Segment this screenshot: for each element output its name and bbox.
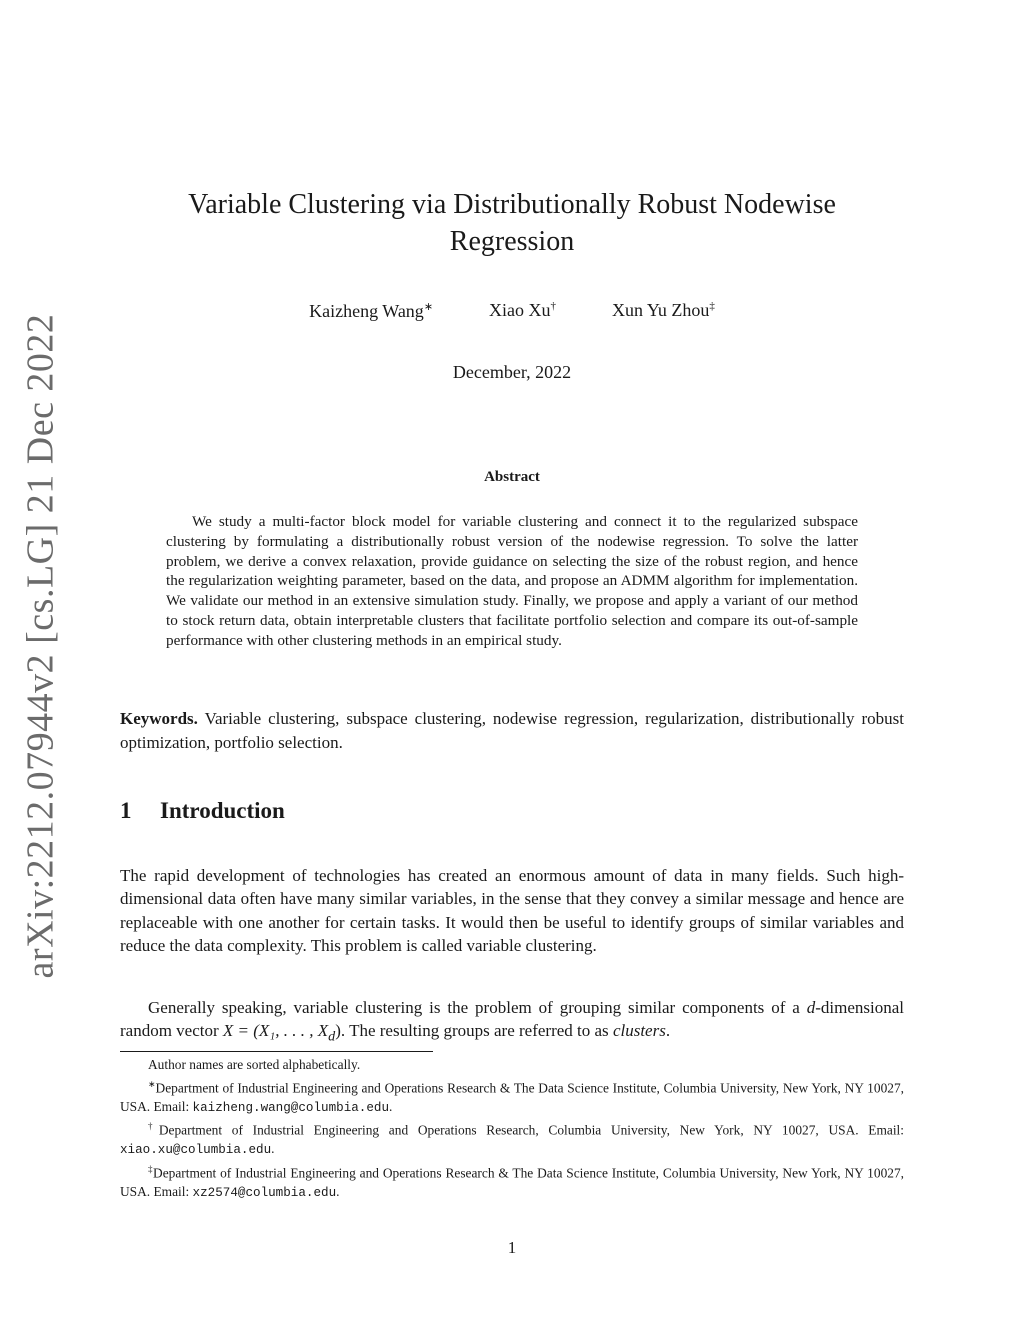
- footnote: †Department of Industrial Engineering and Operations Research, Columbia University, New York, NY 10027, USA. Email: xiao.xu@columbia.edu.: [120, 1121, 905, 1158]
- email-address[interactable]: xz2574@columbia.edu: [192, 1185, 337, 1200]
- footnote-divider: [120, 1051, 433, 1052]
- arxiv-identifier: [10, 313, 70, 979]
- math-expression: X = (X₁, . . . , $X_d$: [222, 1021, 336, 1045]
- abstract-text: We study a multi-factor block model for variable clustering and connect it to the regularized subspace clustering by formulating a distributionally robust version of the nodewise regression. To solve the latter problem, we derive a convex relaxation, provide guidance on selecting the size of the robust region, and hence the regularization weighting parameter, based on the data, and propose an ADMM algorithm for implementation. We validate our method in an extensive simulation study. Finally, we propose and apply a variant of our method to stock return data, obtain interpretable clusters that facilitate portfolio selection and compare its out-of-sample performance with other clustering methods in an empirical study.: [166, 513, 858, 649]
- footnote: ∗Department of Industrial Engineering and Operations Research & The Data Science Institute, Columbia University, New York, NY 10027, USA. Email: kaizheng.wang@columbia.edu.: [120, 1078, 904, 1115]
- author-affiliation-mark: ‡: [709, 300, 715, 312]
- page-number: 1: [507, 1238, 517, 1257]
- section-number: 1: [120, 798, 132, 823]
- body-paragraph: The rapid development of technologies has created an enormous amount of data in many fields. Such high-dimensional data often have many similar variables, in the sense that they convey a similar message and hence are replaceable with one another for certain tasks. It would then be useful to identify groups of similar variables and reduce the data complexity. This problem is called variable clustering.: [120, 866, 904, 956]
- email-address[interactable]: kaizheng.wang@columbia.edu: [192, 1100, 390, 1115]
- section-heading: [120, 798, 904, 824]
- keywords-block: [120, 707, 904, 754]
- email-address[interactable]: xiao.xu@columbia.edu: [120, 1143, 272, 1158]
- footnotes: [120, 1056, 904, 1203]
- author-affiliation-mark: †: [550, 300, 557, 312]
- abstract-heading: Abstract: [484, 469, 540, 485]
- keywords-label: Keywords.: [120, 709, 198, 728]
- author: Xiao Xu†: [489, 300, 557, 320]
- arxiv-identifier-text: arXiv:2212.07944v2 [cs.LG] 21 Dec 2022: [19, 313, 61, 979]
- author: Kaizheng Wang∗: [309, 301, 434, 321]
- author: Xun Yu Zhou‡: [612, 300, 715, 320]
- body-paragraph: Generally speaking, variable clustering is the problem of grouping similar components of a d-dimensional random vector X = (X₁, . . . , $X_d$). The resulting groups are referred to as clusters.: [120, 998, 904, 1045]
- paper-title: Variable Clustering via Distributionally Robust Nodewise Regression: [188, 189, 836, 257]
- footnote: Author names are sorted alphabetically.: [148, 1057, 361, 1072]
- section-title: Introduction: [160, 798, 285, 823]
- footnote: ‡Department of Industrial Engineering and Operations Research & The Data Science Institute, Columbia University, New York, NY 10027, USA. Email: xz2574@columbia.edu.: [120, 1163, 905, 1200]
- publication-date: December, 2022: [452, 362, 572, 382]
- author-list: [150, 300, 874, 322]
- author-affiliation-mark: ∗: [423, 301, 434, 313]
- keywords-text: Variable clustering, subspace clustering, nodewise regression, regularization, distributionally robust optimization, portfolio selection.: [120, 709, 904, 752]
